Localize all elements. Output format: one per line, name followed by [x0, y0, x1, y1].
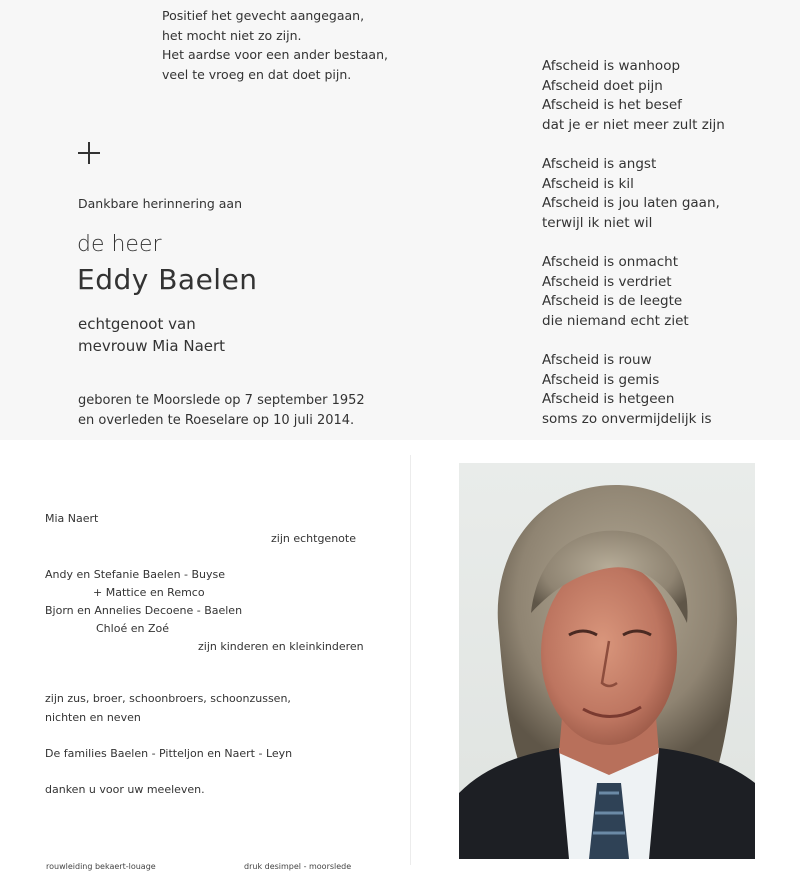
funeral-home-credit: rouwleiding bekaert-louage: [46, 862, 156, 871]
spouse-relation: echtgenoot van: [78, 315, 196, 333]
spouse-name: mevrouw Mia Naert: [78, 337, 226, 355]
poem-stanza: [542, 351, 725, 429]
poem-line: Afscheid is het besef: [542, 97, 682, 114]
poem-line: veel te vroeg en dat doet pijn.: [162, 66, 352, 82]
families-line: De families Baelen - Pitteljon en Naert - Leyn: [45, 747, 293, 760]
poem-line: die niemand echt ziet: [542, 312, 689, 329]
poem-stanza: [542, 57, 725, 135]
poem-line: dat je er niet meer zult zijn: [542, 116, 725, 133]
child-family-1: Andy en Stefanie Baelen - Buyse: [45, 568, 226, 581]
poem-line: Afscheid is wanhoop: [542, 58, 681, 74]
portrait-illustration: [459, 463, 755, 859]
poem-line: Afscheid is onmacht: [542, 253, 679, 270]
poem-line: Afscheid is jou laten gaan,: [542, 195, 720, 212]
fold-divider: [410, 455, 411, 865]
poem-line: Het aardse voor een ander bestaan,: [162, 47, 388, 62]
life-dates: [78, 391, 365, 431]
poem-stanza: [542, 155, 725, 233]
spouse-block: [78, 313, 225, 357]
wife-name: Mia Naert: [45, 512, 99, 525]
poem-line: Afscheid is verdriet: [542, 273, 672, 290]
death-line: en overleden te Roeselare op 10 juli 2014.: [78, 413, 355, 428]
siblings-line: zijn zus, broer, schoonbroers, schoonzussen,: [45, 692, 291, 705]
cross-icon: [78, 142, 100, 164]
wife-role: zijn echtgenote: [271, 532, 356, 545]
siblings-line: nichten en neven: [45, 711, 141, 724]
poem-line: Afscheid doet pijn: [542, 77, 663, 94]
poem-line: het mocht niet zo zijn.: [162, 27, 302, 43]
child-family-2: Bjorn en Annelies Decoene - Baelen: [45, 604, 243, 617]
birth-line: geboren te Moorslede op 7 september 1952: [78, 393, 365, 408]
thanks-line: danken u voor uw meeleven.: [45, 783, 205, 796]
poem-line: soms zo onvermijdelijk is: [542, 410, 712, 427]
poem-line: Afscheid is angst: [542, 155, 657, 172]
deceased-name: Eddy Baelen: [77, 263, 258, 296]
honorific: de heer: [77, 232, 162, 257]
printer-credit: druk desimpel - moorslede: [244, 862, 352, 871]
poem-line: terwijl ik niet wil: [542, 214, 653, 231]
poem-line: Positief het gevecht aangegaan,: [162, 8, 365, 23]
poem-line: Afscheid is hetgeen: [542, 391, 675, 408]
poem-line: Afscheid is gemis: [542, 371, 660, 388]
poem-stanza: [542, 253, 725, 331]
farewell-poem: [542, 57, 725, 449]
grandchildren-1: + Mattice en Remco: [93, 586, 205, 599]
grandchildren-2: Chloé en Zoé: [96, 622, 169, 635]
opening-poem: [162, 6, 388, 84]
poem-line: Afscheid is de leegte: [542, 293, 683, 310]
intro-text: Dankbare herinnering aan: [78, 196, 243, 211]
poem-line: Afscheid is rouw: [542, 351, 652, 368]
poem-line: Afscheid is kil: [542, 175, 634, 192]
children-role: zijn kinderen en kleinkinderen: [198, 640, 364, 653]
portrait-photo: [459, 463, 755, 859]
